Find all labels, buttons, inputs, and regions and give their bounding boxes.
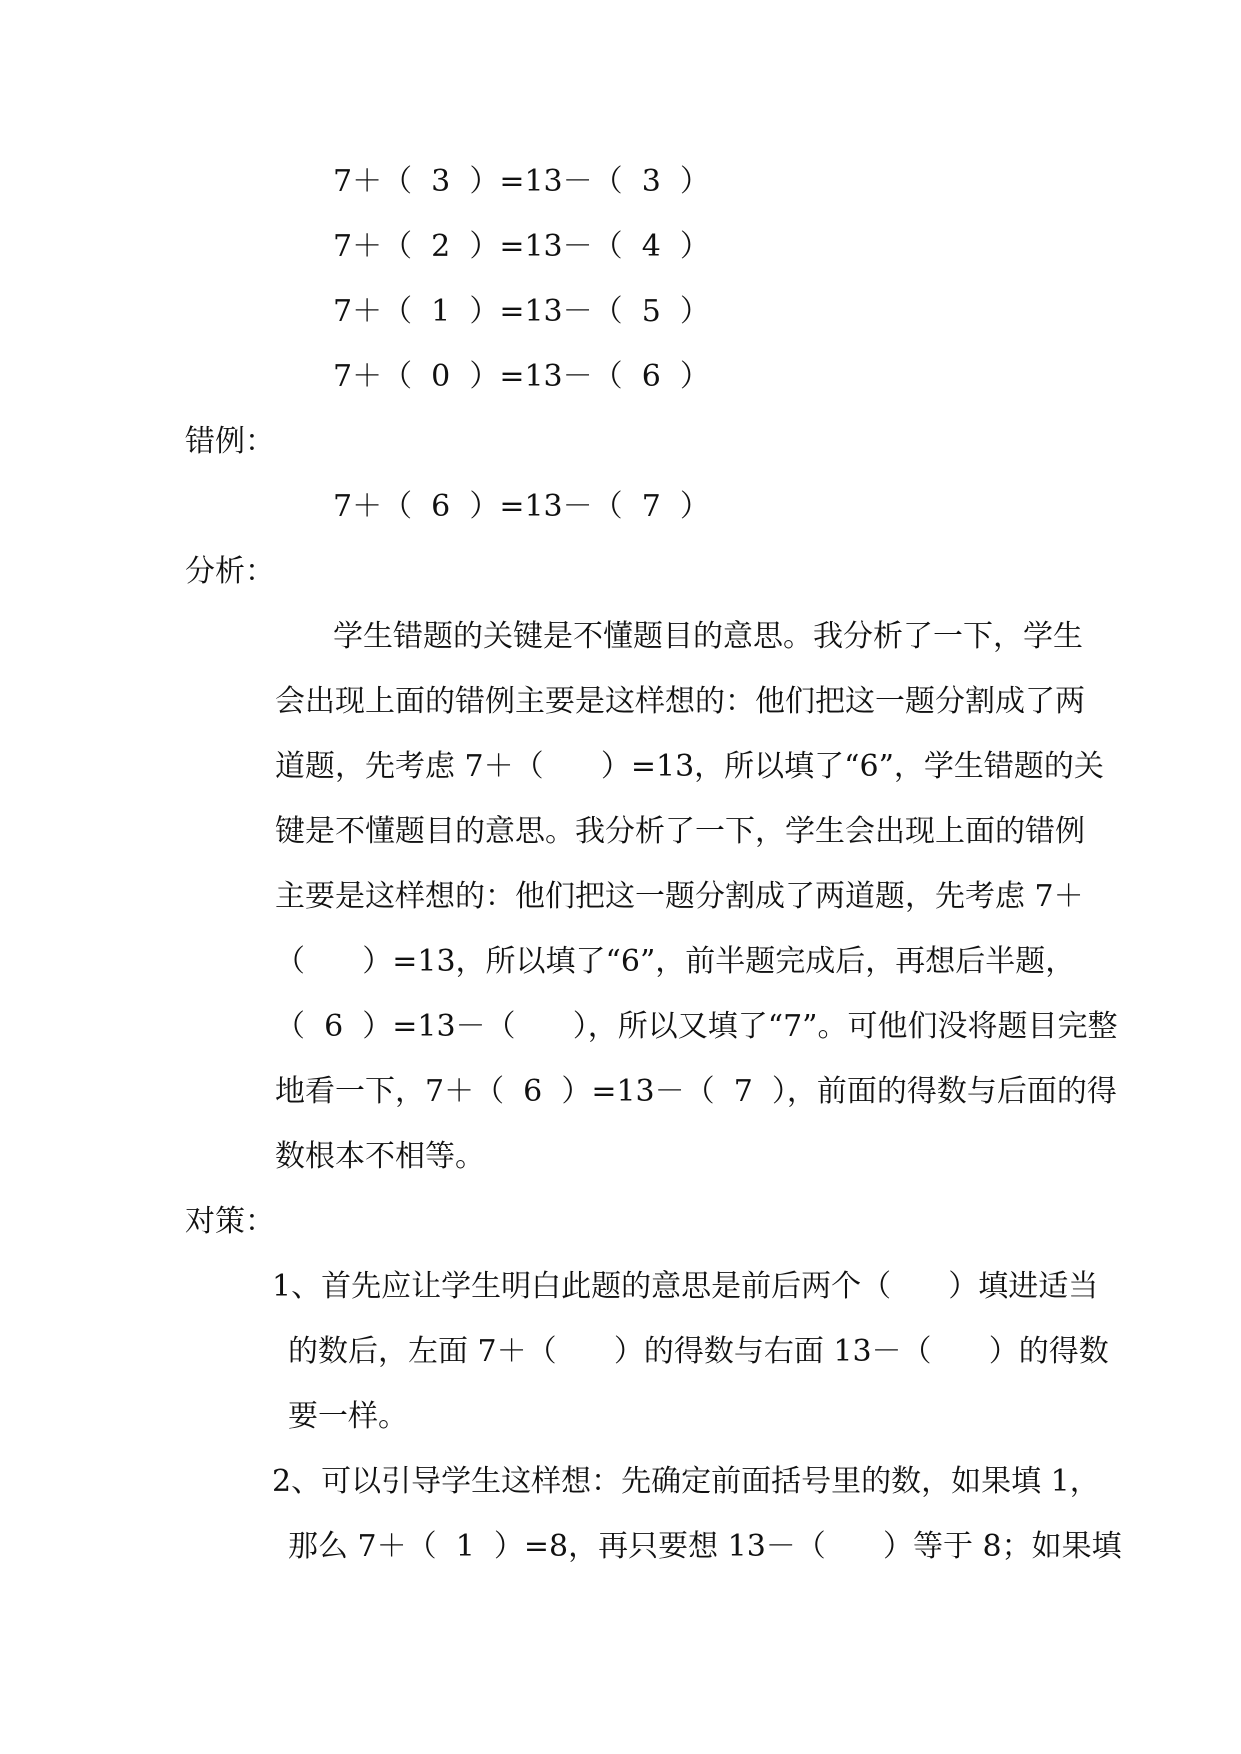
- analysis-line: 会出现上面的错例主要是这样想的：他们把这一题分割成了两: [275, 684, 1085, 719]
- analysis-line: （ 6 ）=13－（ ），所以又填了“7”。可他们没将题目完整: [275, 1009, 1118, 1044]
- analysis-line: 道题，先考虑 7＋（ ）=13，所以填了“6”，学生错题的关: [275, 749, 1104, 784]
- analysis-heading: 分析：: [185, 554, 275, 589]
- strategy-heading: 对策：: [185, 1204, 275, 1239]
- strategy-item-1-continued: 要一样。: [288, 1399, 408, 1434]
- strategy-item-1-continued: 的数后，左面 7＋（ ）的得数与右面 13－（ ）的得数: [288, 1334, 1109, 1369]
- analysis-line: （ ）=13，所以填了“6”，前半题完成后，再想后半题，: [275, 944, 1076, 979]
- equation-line: 7＋（ 1 ）=13－（ 5 ）: [333, 294, 710, 329]
- wrong-equation: 7＋（ 6 ）=13－（ 7 ）: [333, 489, 710, 524]
- wrong-example-heading: 错例：: [185, 424, 275, 459]
- equation-line: 7＋（ 2 ）=13－（ 4 ）: [333, 229, 710, 264]
- analysis-line: 主要是这样想的：他们把这一题分割成了两道题，先考虑 7＋: [275, 879, 1084, 914]
- equation-line: 7＋（ 3 ）=13－（ 3 ）: [333, 164, 710, 199]
- strategy-item-2-continued: 那么 7＋（ 1 ）=8，再只要想 13－（ ）等于 8；如果填: [288, 1529, 1122, 1564]
- analysis-line: 数根本不相等。: [275, 1139, 485, 1174]
- analysis-line: 键是不懂题目的意思。我分析了一下，学生会出现上面的错例: [275, 814, 1085, 849]
- analysis-line: 学生错题的关键是不懂题目的意思。我分析了一下，学生: [333, 619, 1083, 654]
- equation-line: 7＋（ 0 ）=13－（ 6 ）: [333, 359, 710, 394]
- analysis-line: 地看一下，7＋（ 6 ）=13－（ 7 ），前面的得数与后面的得: [275, 1074, 1117, 1109]
- strategy-item-1: 1、首先应让学生明白此题的意思是前后两个（ ）填进适当: [272, 1269, 1099, 1304]
- strategy-item-2: 2、可以引导学生这样想：先确定前面括号里的数，如果填 1，: [272, 1464, 1100, 1499]
